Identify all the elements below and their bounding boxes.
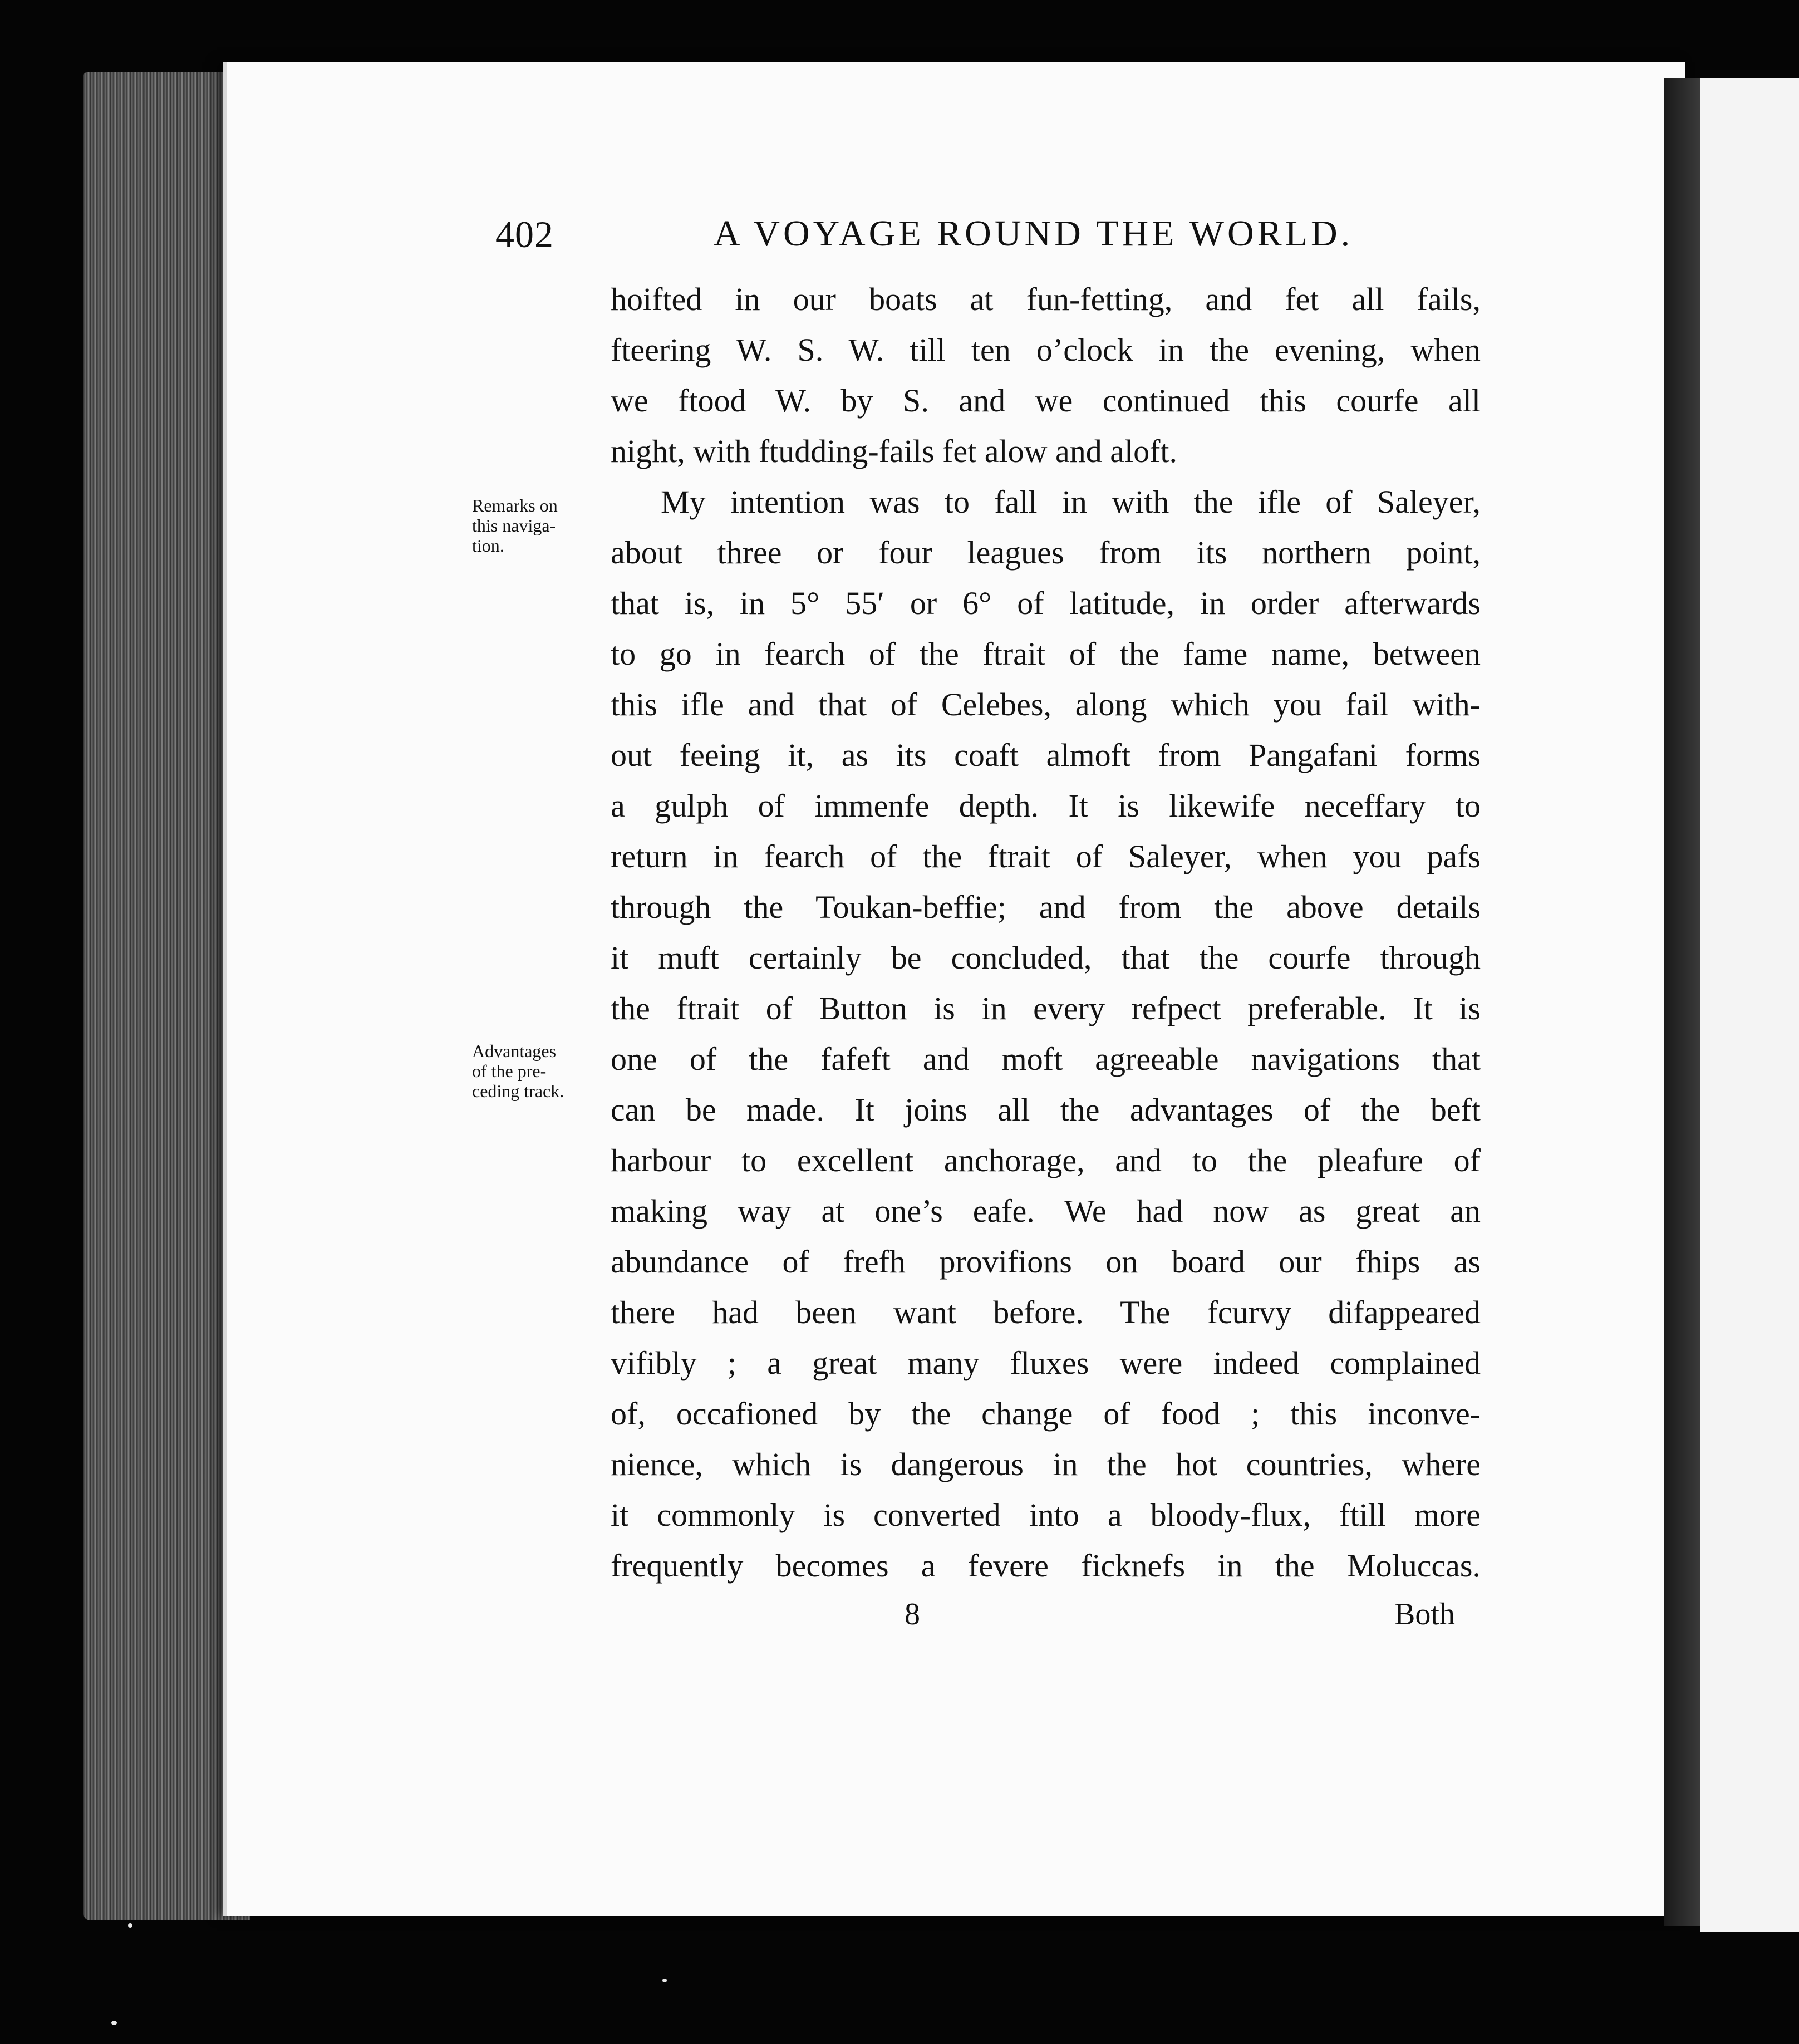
text-line: frequently becomes a fevere ficknefs in the Moluccas. [611,1547,1481,1584]
margin-note-line: Advantages [472,1041,557,1061]
body-text [611,274,1481,1591]
text-line: one of the fafeft and moft agreeable navigations that [611,1041,1481,1077]
scan-speck [128,1923,132,1928]
text-line: about three or four leagues from its northern point, [611,534,1481,571]
text-line: we ftood W. by S. and we continued this courfe all [611,382,1481,419]
signature-mark: 8 [905,1597,920,1632]
text-line: out feeing it, as its coaft almoft from Pangafani forms [611,737,1481,773]
margin-note-advantages [472,1041,606,1101]
margin-note-remarks [472,495,606,556]
text-line: hoifted in our boats at fun-fetting, and fet all fails, [611,281,1481,317]
running-title: A VOYAGE ROUND THE WORLD. [714,213,1354,254]
page-number: 402 [495,213,554,256]
text-line: My intention was to fall in with the ifle of Saleyer, [661,484,1481,520]
text-line: fteering W. S. W. till ten o’clock in the evening, when [611,332,1481,368]
facing-page-edge [1700,78,1799,1932]
text-line: it muft certainly be concluded, that the courfe through [611,940,1481,976]
scan-speck [662,1979,667,1982]
text-line: this ifle and that of Celebes, along which you fail with- [611,686,1481,723]
text-line: making way at one’s eafe. We had now as great an [611,1193,1481,1229]
margin-note-line: tion. [472,535,504,556]
book-gutter-shadow [1664,78,1703,1926]
text-line: can be made. It joins all the advantages of the beft [611,1092,1481,1128]
text-line: of, occafioned by the change of food ; this inconve- [611,1396,1481,1432]
text-line: the ftrait of Button is in every refpect preferable. It is [611,990,1481,1026]
margin-note-line: ceding track. [472,1081,564,1101]
text-line: a gulph of immenfe depth. It is likewife neceffary to [611,788,1481,824]
text-line: it commonly is converted into a bloody-flux, ftill more [611,1497,1481,1533]
margin-note-line: of the pre- [472,1061,547,1081]
text-line: that is, in 5° 55′ or 6° of latitude, in order afterwards [611,585,1481,621]
scan-speck [111,2021,117,2025]
margin-note-line: Remarks on [472,495,558,515]
text-line: night, with ftudding-fails fet alow and aloft. [611,433,1178,469]
text-line: to go in fearch of the ftrait of the fame name, between [611,636,1481,672]
margin-note-line: this naviga- [472,515,556,535]
text-line: abundance of frefh provifions on board our fhips as [611,1244,1481,1280]
text-line: nience, which is dangerous in the hot countries, where [611,1446,1481,1482]
text-line: there had been want before. The fcurvy difappeared [611,1294,1481,1330]
text-line: through the Toukan-beffie; and from the above details [611,889,1481,925]
text-line: vifibly ; a great many fluxes were indeed complained [611,1345,1481,1381]
catchword: Both [1394,1597,1455,1632]
text-line: return in fearch of the ftrait of Saleyer, when you pafs [611,838,1481,874]
text-line: harbour to excellent anchorage, and to the pleafure of [611,1142,1481,1178]
